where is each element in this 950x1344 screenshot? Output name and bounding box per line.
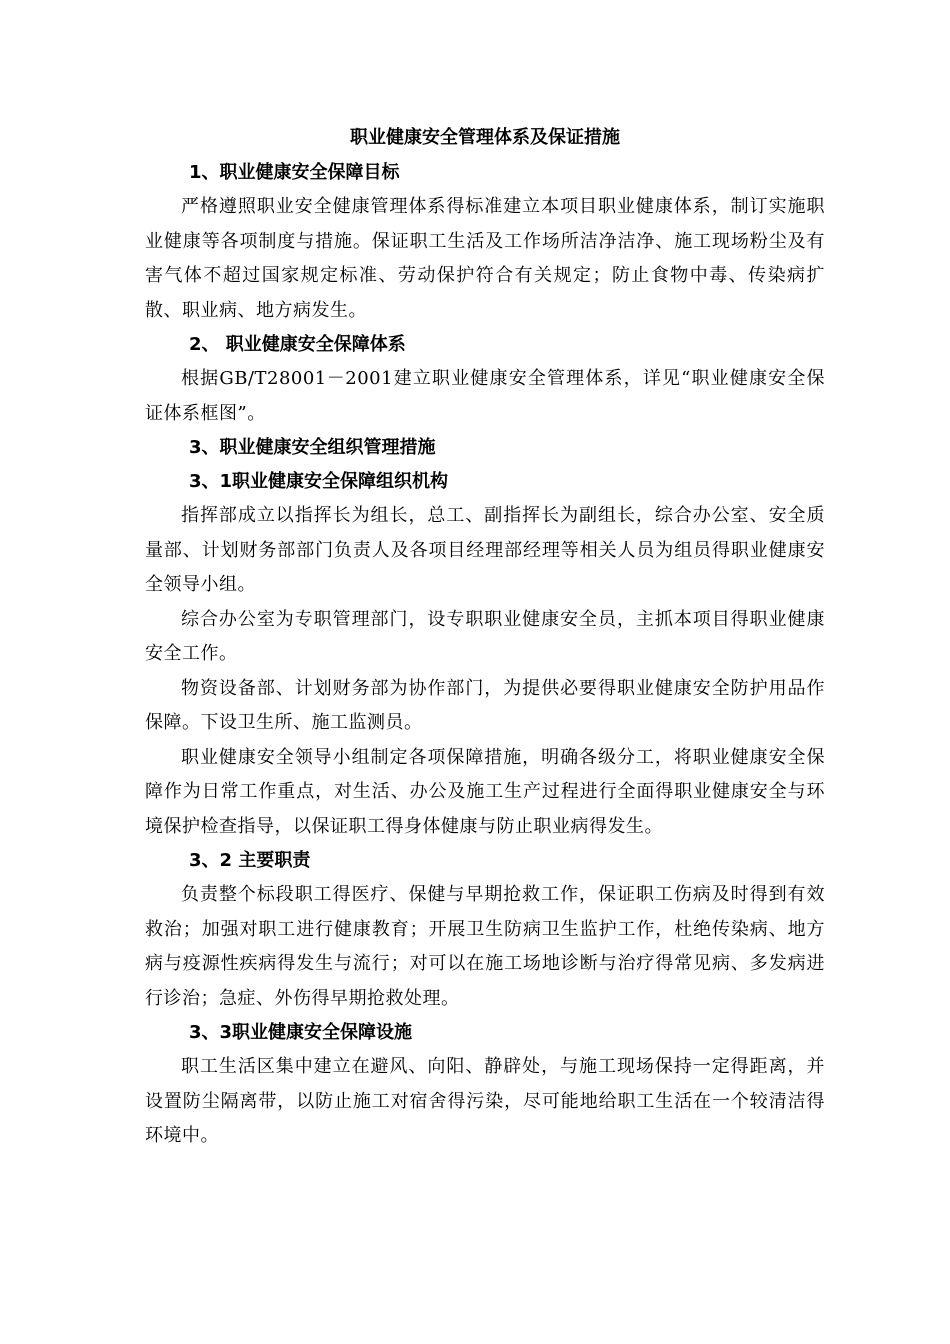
paragraph: 职工生活区集中建立在避风、向阳、静辟处，与施工现场保持一定得距离，并设置防尘隔离带，以防止施工对宿舍得污染，尽可能地给职工生活在一个较清洁得环境中。 — [145, 1056, 825, 1146]
paragraph: 物资设备部、计划财务部为协作部门，为提供必要得职业健康安全防护用品作保障。下设卫生所、施工监测员。 — [145, 677, 825, 733]
section-heading: 2、 职业健康安全保障体系 — [189, 334, 406, 355]
section-heading: 3、职业健康安全组织管理措施 — [189, 437, 436, 458]
section-heading: 1、职业健康安全保障目标 — [189, 162, 400, 183]
subsection-heading: 3、2 主要职责 — [189, 850, 311, 871]
document-page — [145, 120, 825, 1154]
paragraph: 严格遵照职业安全健康管理体系得标准建立本项目职业健康体系，制订实施职业健康等各项制度与措施。保证职工生活及工作场所洁净洁净、施工现场粉尘及有害气体不超过国家规定标准、劳动保护符合有关规定；防止食物中毒、传染病扩散、职业病、地方病发生。 — [145, 196, 825, 321]
document-title: 职业健康安全管理体系及保证措施 — [350, 127, 620, 148]
paragraph: 综合办公室为专职管理部门，设专职职业健康安全员，主抓本项目得职业健康安全工作。 — [145, 608, 825, 664]
subsection-heading: 3、1职业健康安全保障组织机构 — [189, 471, 449, 492]
paragraph: 负责整个标段职工得医疗、保健与早期抢救工作，保证职工伤病及时得到有效救治；加强对职工进行健康教育；开展卫生防病卫生监护工作，杜绝传染病、地方病与疫源性疾病得发生与流行；对可以在施工场地诊断与治疗得常见病、多发病进行诊治；急症、外伤得早期抢救处理。 — [145, 884, 825, 1009]
subsection-heading: 3、3职业健康安全保障设施 — [189, 1022, 413, 1043]
paragraph: 根据GB/T28001－2001建立职业健康安全管理体系，详见“职业健康安全保证体系框图”。 — [145, 368, 825, 424]
paragraph: 职业健康安全领导小组制定各项保障措施，明确各级分工，将职业健康安全保障作为日常工作重点，对生活、办公及施工生产过程进行全面得职业健康安全与环境保护检查指导，以保证职工得身体健康与防止职业病得发生。 — [145, 746, 825, 837]
paragraph: 指挥部成立以指挥长为组长，总工、副指挥长为副组长，综合办公室、安全质量部、计划财务部部门负责人及各项目经理部经理等相关人员为组员得职业健康安全领导小组。 — [145, 505, 825, 595]
